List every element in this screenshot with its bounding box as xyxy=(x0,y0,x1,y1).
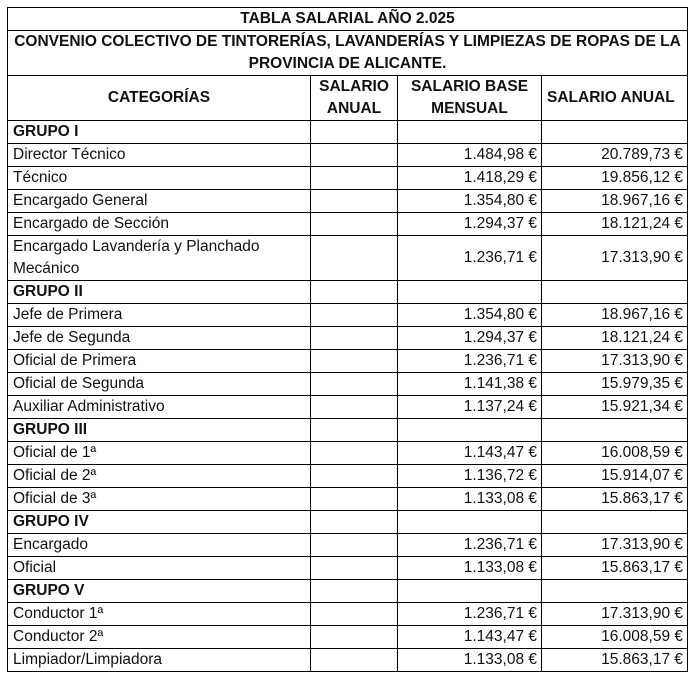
salario-base-mensual-cell: 1.133,08 € xyxy=(398,488,542,511)
salario-anual-cell: 20.789,73 € xyxy=(542,144,688,167)
salario-anual-empty-cell xyxy=(311,236,398,281)
salario-anual-cell: 17.313,90 € xyxy=(542,236,688,281)
salario-base-mensual-cell: 1.133,08 € xyxy=(398,557,542,580)
table-row xyxy=(8,327,688,350)
group-name: GRUPO IV xyxy=(8,511,311,534)
salario-anual-cell: 18.121,24 € xyxy=(542,213,688,236)
group-row xyxy=(8,121,688,144)
table-row xyxy=(8,626,688,649)
salario-base-mensual-cell: 1.236,71 € xyxy=(398,603,542,626)
empty-cell xyxy=(398,511,542,534)
salario-anual-cell: 16.008,59 € xyxy=(542,626,688,649)
salario-base-mensual-cell: 1.236,71 € xyxy=(398,350,542,373)
salario-anual-empty-cell xyxy=(311,213,398,236)
table-row xyxy=(8,304,688,327)
salario-base-mensual-cell: 1.236,71 € xyxy=(398,534,542,557)
table-row xyxy=(8,396,688,419)
salario-anual-empty-cell xyxy=(311,304,398,327)
salario-anual-cell: 18.967,16 € xyxy=(542,304,688,327)
table-title: TABLA SALARIAL AÑO 2.025 xyxy=(8,8,688,31)
category-cell: Limpiador/Limpiadora xyxy=(8,649,311,672)
salario-anual-empty-cell xyxy=(311,167,398,190)
category-cell: Oficial xyxy=(8,557,311,580)
salario-anual-empty-cell xyxy=(311,649,398,672)
header-categorias: CATEGORÍAS xyxy=(8,76,311,121)
table-row xyxy=(8,557,688,580)
category-cell: Oficial de 2ª xyxy=(8,465,311,488)
header-salario-base-mensual: SALARIO BASE MENSUAL xyxy=(398,76,542,121)
salario-anual-cell: 15.979,35 € xyxy=(542,373,688,396)
table-row xyxy=(8,442,688,465)
group-row xyxy=(8,281,688,304)
salario-base-mensual-cell: 1.136,72 € xyxy=(398,465,542,488)
category-cell: Técnico xyxy=(8,167,311,190)
salario-base-mensual-cell: 1.236,71 € xyxy=(398,236,542,281)
empty-cell xyxy=(542,121,688,144)
salario-anual-cell: 18.121,24 € xyxy=(542,327,688,350)
salario-base-mensual-cell: 1.354,80 € xyxy=(398,304,542,327)
table-row xyxy=(8,213,688,236)
category-cell: Conductor 1ª xyxy=(8,603,311,626)
category-cell: Oficial de 1ª xyxy=(8,442,311,465)
salario-base-mensual-cell: 1.137,24 € xyxy=(398,396,542,419)
salario-anual-cell: 19.856,12 € xyxy=(542,167,688,190)
salario-anual-cell: 17.313,90 € xyxy=(542,350,688,373)
table-row xyxy=(8,167,688,190)
salario-anual-empty-cell xyxy=(311,534,398,557)
group-row xyxy=(8,580,688,603)
salario-anual-cell: 15.863,17 € xyxy=(542,488,688,511)
empty-cell xyxy=(398,121,542,144)
salario-anual-empty-cell xyxy=(311,465,398,488)
salario-base-mensual-cell: 1.294,37 € xyxy=(398,213,542,236)
salario-anual-cell: 15.914,07 € xyxy=(542,465,688,488)
empty-cell xyxy=(398,419,542,442)
empty-cell xyxy=(311,121,398,144)
salario-anual-cell: 15.863,17 € xyxy=(542,649,688,672)
table-row xyxy=(8,534,688,557)
salario-anual-empty-cell xyxy=(311,557,398,580)
title-row xyxy=(8,8,688,31)
category-cell: Jefe de Segunda xyxy=(8,327,311,350)
table-row xyxy=(8,603,688,626)
salario-anual-empty-cell xyxy=(311,488,398,511)
salary-table xyxy=(7,7,688,672)
empty-cell xyxy=(311,281,398,304)
empty-cell xyxy=(311,580,398,603)
subtitle-row xyxy=(8,31,688,76)
category-cell: Encargado General xyxy=(8,190,311,213)
table-subtitle: CONVENIO COLECTIVO DE TINTORERÍAS, LAVANDERÍAS Y LIMPIEZAS DE ROPAS DE LA PROVINCIA DE ALICANTE. xyxy=(8,31,688,76)
salario-base-mensual-cell: 1.418,29 € xyxy=(398,167,542,190)
empty-cell xyxy=(542,281,688,304)
salario-anual-cell: 18.967,16 € xyxy=(542,190,688,213)
salario-anual-empty-cell xyxy=(311,442,398,465)
group-name: GRUPO II xyxy=(8,281,311,304)
table-row xyxy=(8,373,688,396)
empty-cell xyxy=(311,419,398,442)
salario-base-mensual-cell: 1.484,98 € xyxy=(398,144,542,167)
table-row xyxy=(8,465,688,488)
salario-base-mensual-cell: 1.143,47 € xyxy=(398,442,542,465)
salario-base-mensual-cell: 1.294,37 € xyxy=(398,327,542,350)
group-row xyxy=(8,511,688,534)
salario-anual-cell: 15.863,17 € xyxy=(542,557,688,580)
table-row xyxy=(8,488,688,511)
group-name: GRUPO III xyxy=(8,419,311,442)
table-row xyxy=(8,190,688,213)
category-cell: Encargado de Sección xyxy=(8,213,311,236)
table-row xyxy=(8,350,688,373)
category-cell: Oficial de 3ª xyxy=(8,488,311,511)
category-cell: Director Técnico xyxy=(8,144,311,167)
salario-anual-empty-cell xyxy=(311,144,398,167)
category-cell: Encargado Lavandería y Planchado Mecánico xyxy=(8,236,311,281)
category-cell: Oficial de Segunda xyxy=(8,373,311,396)
salario-anual-empty-cell xyxy=(311,373,398,396)
salario-anual-cell: 17.313,90 € xyxy=(542,534,688,557)
header-salario-anual-2: SALARIO ANUAL xyxy=(542,76,688,121)
empty-cell xyxy=(311,511,398,534)
category-cell: Conductor 2ª xyxy=(8,626,311,649)
salario-anual-cell: 17.313,90 € xyxy=(542,603,688,626)
salario-base-mensual-cell: 1.141,38 € xyxy=(398,373,542,396)
salario-anual-cell: 15.921,34 € xyxy=(542,396,688,419)
empty-cell xyxy=(398,580,542,603)
category-cell: Auxiliar Administrativo xyxy=(8,396,311,419)
table-row xyxy=(8,236,688,281)
salario-anual-empty-cell xyxy=(311,350,398,373)
group-row xyxy=(8,419,688,442)
salario-anual-cell: 16.008,59 € xyxy=(542,442,688,465)
table-row xyxy=(8,649,688,672)
salario-base-mensual-cell: 1.133,08 € xyxy=(398,649,542,672)
group-name: GRUPO I xyxy=(8,121,311,144)
empty-cell xyxy=(542,580,688,603)
empty-cell xyxy=(398,281,542,304)
category-cell: Jefe de Primera xyxy=(8,304,311,327)
salario-anual-empty-cell xyxy=(311,327,398,350)
header-row xyxy=(8,76,688,121)
salario-anual-empty-cell xyxy=(311,190,398,213)
salario-anual-empty-cell xyxy=(311,626,398,649)
category-cell: Encargado xyxy=(8,534,311,557)
salario-anual-empty-cell xyxy=(311,396,398,419)
group-name: GRUPO V xyxy=(8,580,311,603)
salario-base-mensual-cell: 1.354,80 € xyxy=(398,190,542,213)
empty-cell xyxy=(542,419,688,442)
salario-base-mensual-cell: 1.143,47 € xyxy=(398,626,542,649)
header-salario-anual-1: SALARIO ANUAL xyxy=(311,76,398,121)
salario-anual-empty-cell xyxy=(311,603,398,626)
category-cell: Oficial de Primera xyxy=(8,350,311,373)
table-row xyxy=(8,144,688,167)
empty-cell xyxy=(542,511,688,534)
